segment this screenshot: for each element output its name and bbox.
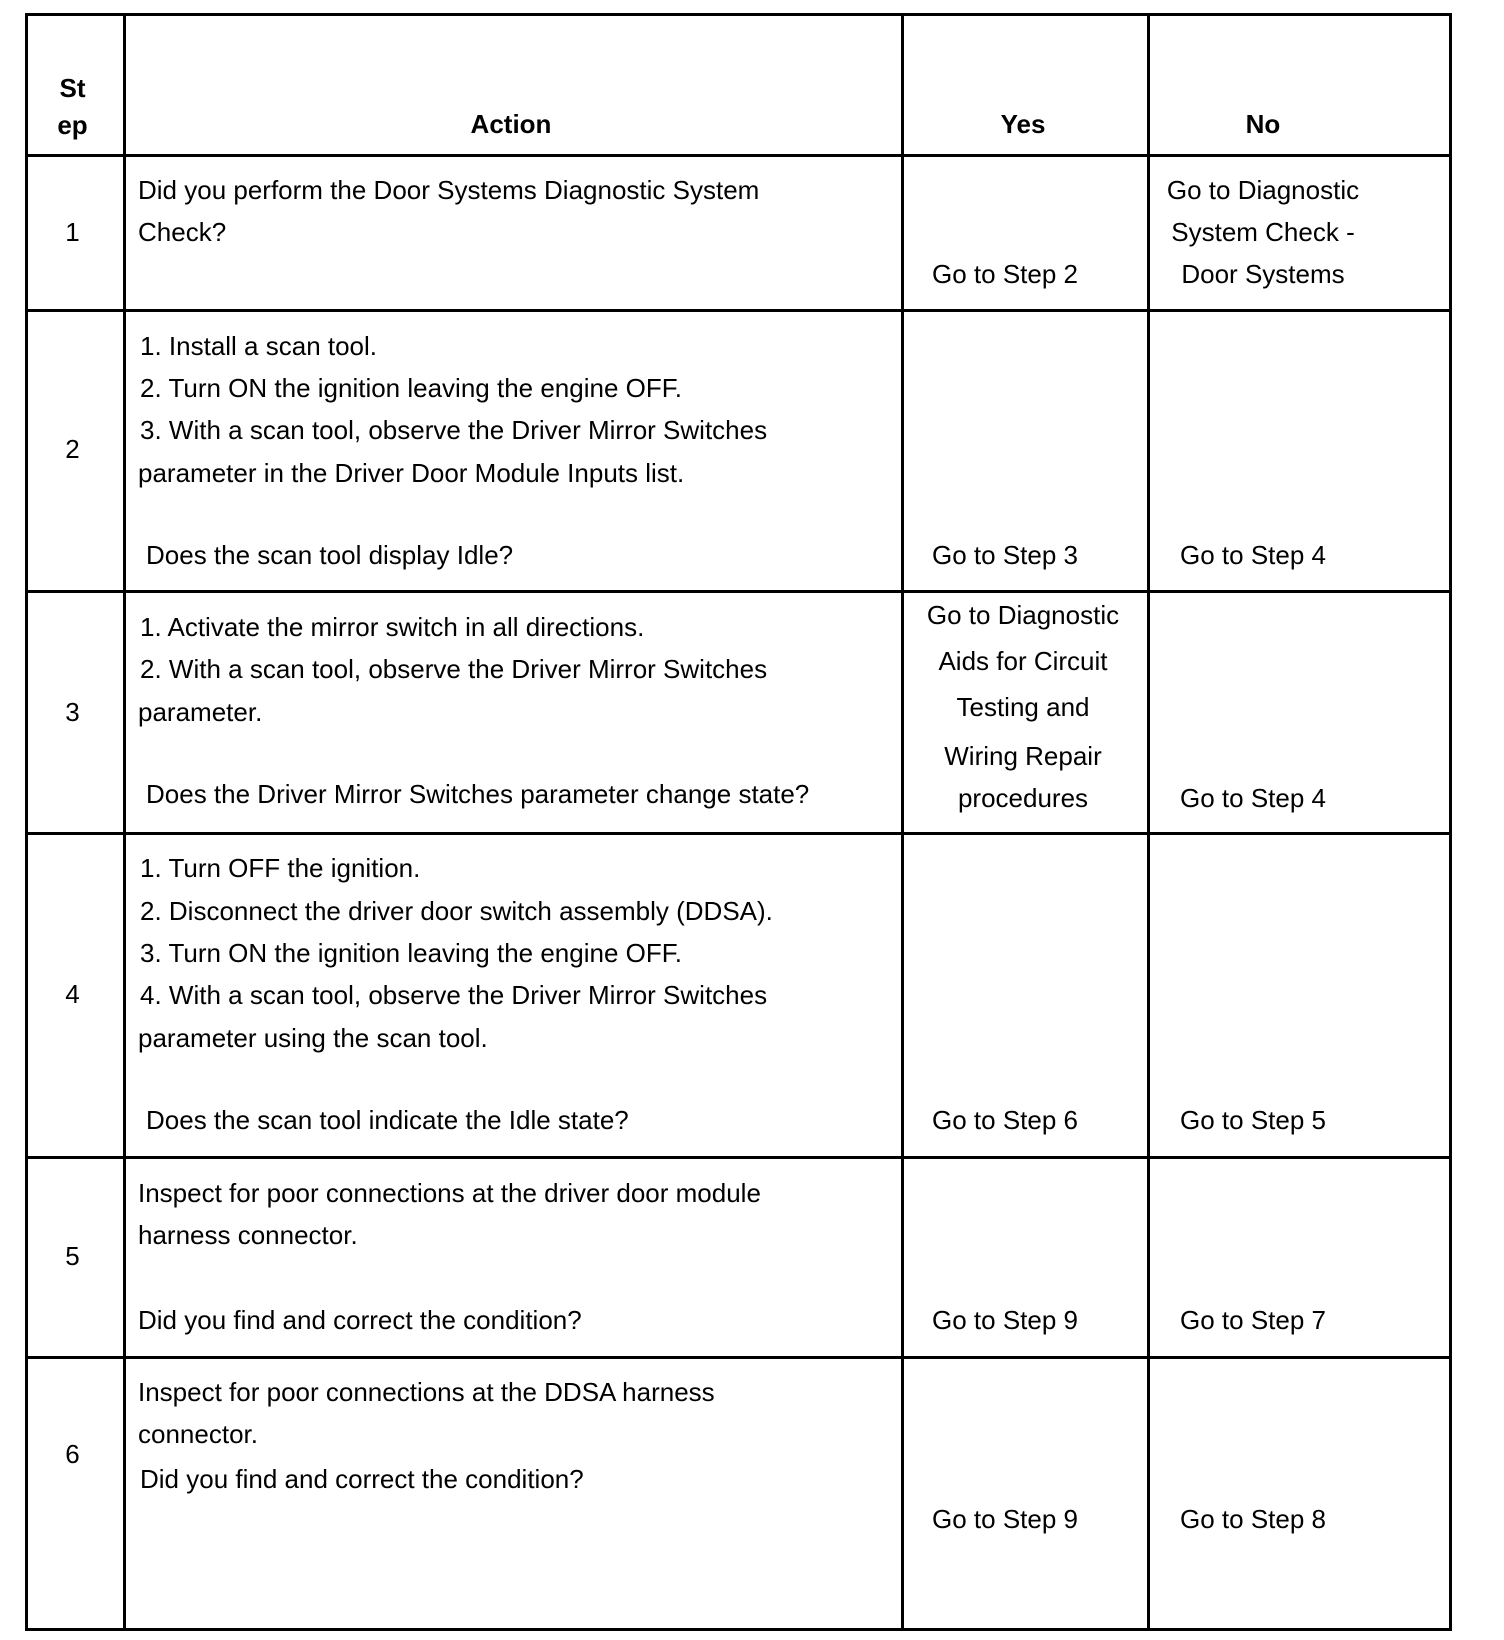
col-divider	[1147, 16, 1150, 1628]
header-step-line2: ep	[57, 110, 88, 140]
action-text: parameter in the Driver Door Module Inputs list.	[138, 458, 685, 488]
step-number: 5	[65, 1241, 80, 1271]
action-text: Did you perform the Door Systems Diagnostic System	[138, 175, 760, 205]
no-result: Go to Diagnostic	[1166, 175, 1360, 205]
yes-result: Testing and	[956, 692, 1090, 722]
header-no: No	[1245, 109, 1281, 139]
action-text: 2. With a scan tool, observe the Driver Mirror Switches	[140, 654, 768, 684]
no-result: System Check -	[1171, 217, 1355, 247]
yes-result: Go to Step 2	[932, 259, 1078, 289]
step-number: 3	[65, 697, 80, 727]
header-step-line1: St	[59, 73, 86, 103]
action-text: Check?	[138, 217, 227, 247]
col-divider	[901, 16, 904, 1628]
action-question: Did you find and correct the condition?	[138, 1305, 582, 1335]
no-result: Go to Step 4	[1180, 783, 1326, 813]
row-divider	[28, 590, 1449, 593]
no-result: Go to Step 4	[1180, 540, 1326, 570]
header-yes: Yes	[1000, 109, 1046, 139]
yes-result: Go to Step 3	[932, 540, 1078, 570]
no-result: Go to Step 8	[1180, 1504, 1326, 1534]
action-text: parameter using the scan tool.	[138, 1023, 488, 1053]
row-divider	[28, 309, 1449, 312]
no-result: Door Systems	[1181, 259, 1345, 289]
no-result: Go to Step 7	[1180, 1305, 1326, 1335]
step-number: 2	[65, 434, 80, 464]
step-number: 1	[65, 217, 80, 247]
yes-result: Wiring Repair	[944, 741, 1102, 771]
yes-result: Aids for Circuit	[938, 646, 1108, 676]
yes-result: Go to Step 9	[932, 1504, 1078, 1534]
row-divider	[28, 154, 1449, 157]
action-question: Did you find and correct the condition?	[140, 1464, 584, 1494]
action-text: 1. Turn OFF the ignition.	[140, 853, 421, 883]
yes-result: Go to Step 9	[932, 1305, 1078, 1335]
action-text: harness connector.	[138, 1220, 358, 1250]
no-result: Go to Step 5	[1180, 1105, 1326, 1135]
row-divider	[28, 1156, 1449, 1159]
action-text: 3. With a scan tool, observe the Driver Mirror Switches	[140, 415, 768, 445]
action-question: Does the Driver Mirror Switches parameter change state?	[146, 779, 810, 809]
action-text: Inspect for poor connections at the driver door module	[138, 1178, 761, 1208]
action-text: 1. Install a scan tool.	[140, 331, 378, 361]
action-text: 2. Turn ON the ignition leaving the engine OFF.	[140, 373, 682, 403]
header-action: Action	[470, 109, 552, 139]
action-text: parameter.	[138, 697, 263, 727]
step-number: 6	[65, 1439, 80, 1469]
action-text: 1. Activate the mirror switch in all directions.	[140, 612, 645, 642]
action-question: Does the scan tool indicate the Idle state?	[146, 1105, 629, 1135]
row-divider	[28, 832, 1449, 835]
col-divider	[123, 16, 126, 1628]
action-text: 2. Disconnect the driver door switch assembly (DDSA).	[140, 896, 773, 926]
step-number: 4	[65, 979, 80, 1009]
yes-result: Go to Step 6	[932, 1105, 1078, 1135]
action-text: 3. Turn ON the ignition leaving the engine OFF.	[140, 938, 682, 968]
action-text: 4. With a scan tool, observe the Driver Mirror Switches	[140, 980, 768, 1010]
action-question: Does the scan tool display Idle?	[146, 540, 514, 570]
action-text: connector.	[138, 1419, 258, 1449]
action-text: Inspect for poor connections at the DDSA harness	[138, 1377, 715, 1407]
row-divider	[28, 1356, 1449, 1359]
yes-result: procedures	[957, 783, 1089, 813]
yes-result: Go to Diagnostic	[926, 600, 1120, 630]
